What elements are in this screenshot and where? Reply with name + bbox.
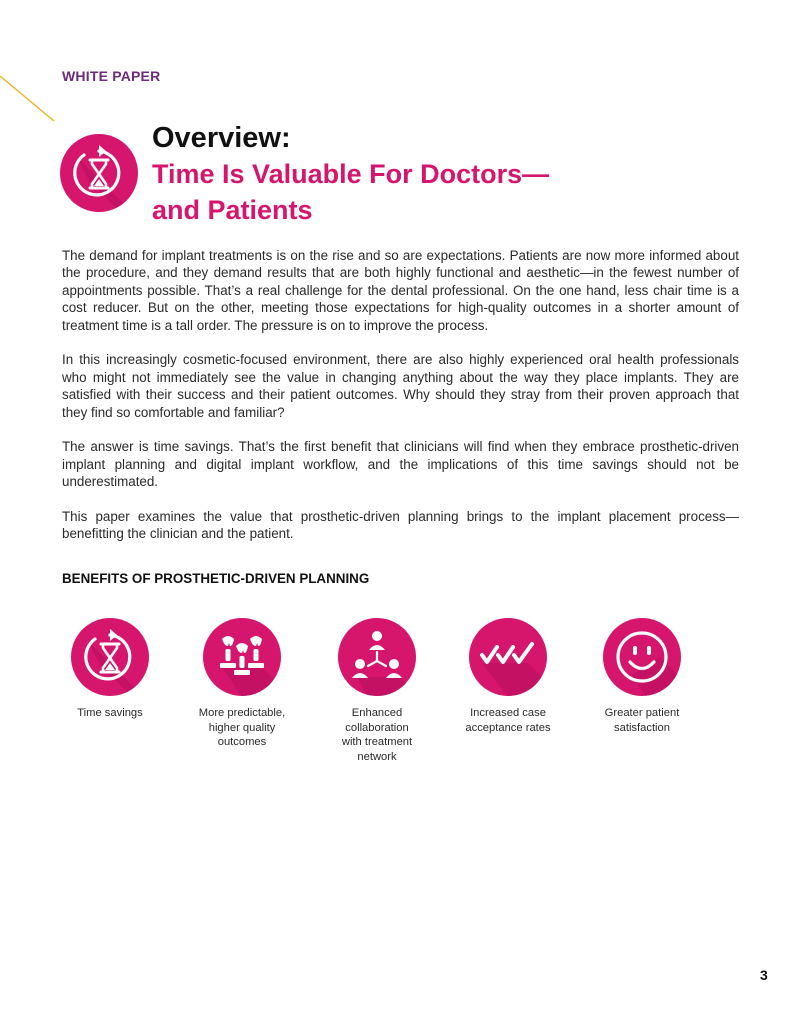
paragraph: The demand for implant treatments is on the rise and so are expectations. Patients are now more informed about the procedure, and they demand results that are both highly functional and aesthetic—in the fewest number of appointments possible. That’s a real challenge for the dental professional. On the one hand, less chair time is a cost reducer. But on the other, meeting those expectations for high-quality outcomes in a shorter amount of treatment time is a tall order. The pressure is on to improve the process. [62,248,739,333]
benefit-item [448,617,568,735]
paragraph: The answer is time savings. That’s the first benefit that clinicians will find when they embrace prosthetic-driven implant planning and digital implant workflow, and the implications of this time savings should not be underestimated. [62,439,739,490]
paragraph: This paper examines the value that prosthetic-driven planning brings to the implant placement process—benefitting the clinician and the patient. [62,509,739,542]
document-type-label: WHITE PAPER [62,68,161,84]
hourglass-refresh-icon [70,617,150,697]
benefit-label-line: Time savings [77,707,143,719]
title-overview: Overview: [152,122,291,154]
page-title [152,120,549,228]
network-people-icon [337,617,417,697]
benefit-label-line: higher quality [208,721,276,734]
benefit-label [317,706,437,764]
benefit-label-line: Greater patient [604,707,680,719]
benefit-label-line: with treatment [341,736,413,749]
benefit-label-line: outcomes [217,736,267,749]
benefit-label [582,706,702,735]
benefit-label [182,706,302,750]
triple-checkmark-icon [468,617,548,697]
benefit-label-line: More predictable, [198,707,286,719]
smiley-face-icon [602,617,682,697]
page-number: 3 [760,967,768,983]
benefits-heading: BENEFITS OF PROSTHETIC-DRIVEN PLANNING [62,571,370,586]
benefit-item [50,617,170,721]
benefit-label-line: acceptance rates [465,721,551,734]
corner-accent-line [0,0,60,130]
benefit-item [182,617,302,750]
benefit-item [317,617,437,764]
body-text [62,247,739,560]
benefit-label-line: Increased case [470,707,546,719]
title-subtitle-line2: and Patients [152,195,313,225]
benefit-label-line: Enhanced [351,707,403,719]
benefit-label-line: satisfaction [614,721,670,734]
benefit-label [50,706,170,721]
benefit-label [448,706,568,735]
benefit-label-line: network [357,750,397,763]
title-subtitle-line1: Time Is Valuable For Doctors— [152,159,550,189]
hourglass-refresh-icon [59,133,139,213]
paragraph: In this increasingly cosmetic-focused environment, there are also highly experienced oral health professionals who might not immediately see the value in changing anything about the way they place implants. They are satisfied with their success and their patient outcomes. Why should they stray from their proven approach that they find so comfortable and familiar? [62,352,739,420]
dental-implants-icon [202,617,282,697]
benefit-label-line: collaboration [345,721,409,734]
benefit-item [582,617,702,735]
